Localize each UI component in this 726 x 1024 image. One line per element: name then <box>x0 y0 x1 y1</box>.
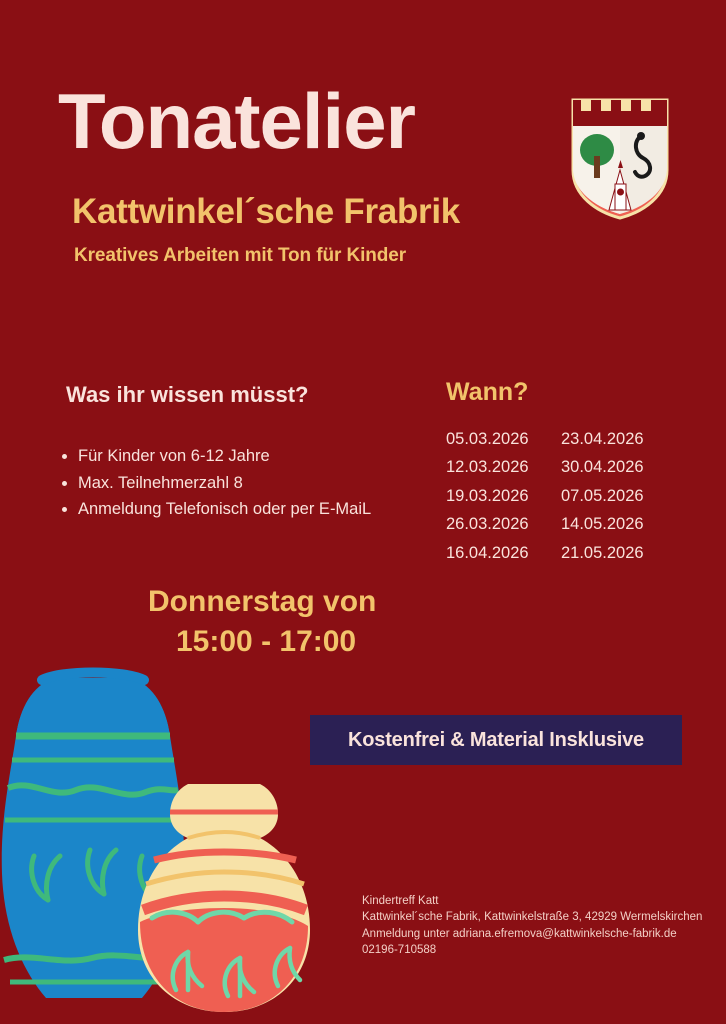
list-item: Anmeldung Telefonisch oder per E-MaiL <box>56 496 371 523</box>
info-list <box>56 443 371 523</box>
cost-banner-text: Kostenfrei & Material Insklusive <box>348 728 644 751</box>
date-item: 05.03.2026 <box>446 430 529 448</box>
page-title: Tonatelier <box>58 77 415 165</box>
footer-line: Anmeldung unter adriana.efremova@kattwinkelsche-fabrik.de <box>362 927 677 940</box>
cost-banner <box>310 715 682 765</box>
date-item: 30.04.2026 <box>561 458 644 477</box>
pottery-illustration <box>0 660 364 1024</box>
date-item: 23.04.2026 <box>561 430 644 448</box>
list-item: Für Kinder von 6-12 Jahre <box>56 443 371 470</box>
footer-contact <box>362 893 702 958</box>
date-item: 19.03.2026 <box>446 486 529 505</box>
dates-heading: Wann? <box>446 378 529 406</box>
footer-line: Kattwinkel´sche Fabrik, Kattwinkelstraße 3, 42929 Wermelskirchen <box>362 911 703 924</box>
date-item: 21.05.2026 <box>561 543 644 562</box>
footer-line: Kindertreff Katt <box>362 895 439 907</box>
date-item: 14.05.2026 <box>561 515 644 534</box>
date-item: 16.04.2026 <box>446 543 529 562</box>
weekday-label: Donnerstag von <box>148 585 377 618</box>
footer-line: 02196-710588 <box>362 943 437 956</box>
time-label: 15:00 - 17:00 <box>176 625 357 658</box>
date-item: 12.03.2026 <box>446 458 529 477</box>
dates-grid <box>446 425 676 567</box>
date-item: 26.03.2026 <box>446 515 529 534</box>
page-subtitle: Kattwinkel´sche Frabrik <box>72 192 460 231</box>
date-item: 07.05.2026 <box>561 486 644 505</box>
page-tagline: Kreatives Arbeiten mit Ton für Kinder <box>74 245 407 266</box>
coat-of-arms-icon <box>571 98 669 220</box>
info-heading: Was ihr wissen müsst? <box>66 382 309 407</box>
list-item: Max. Teilnehmerzahl 8 <box>56 470 371 497</box>
